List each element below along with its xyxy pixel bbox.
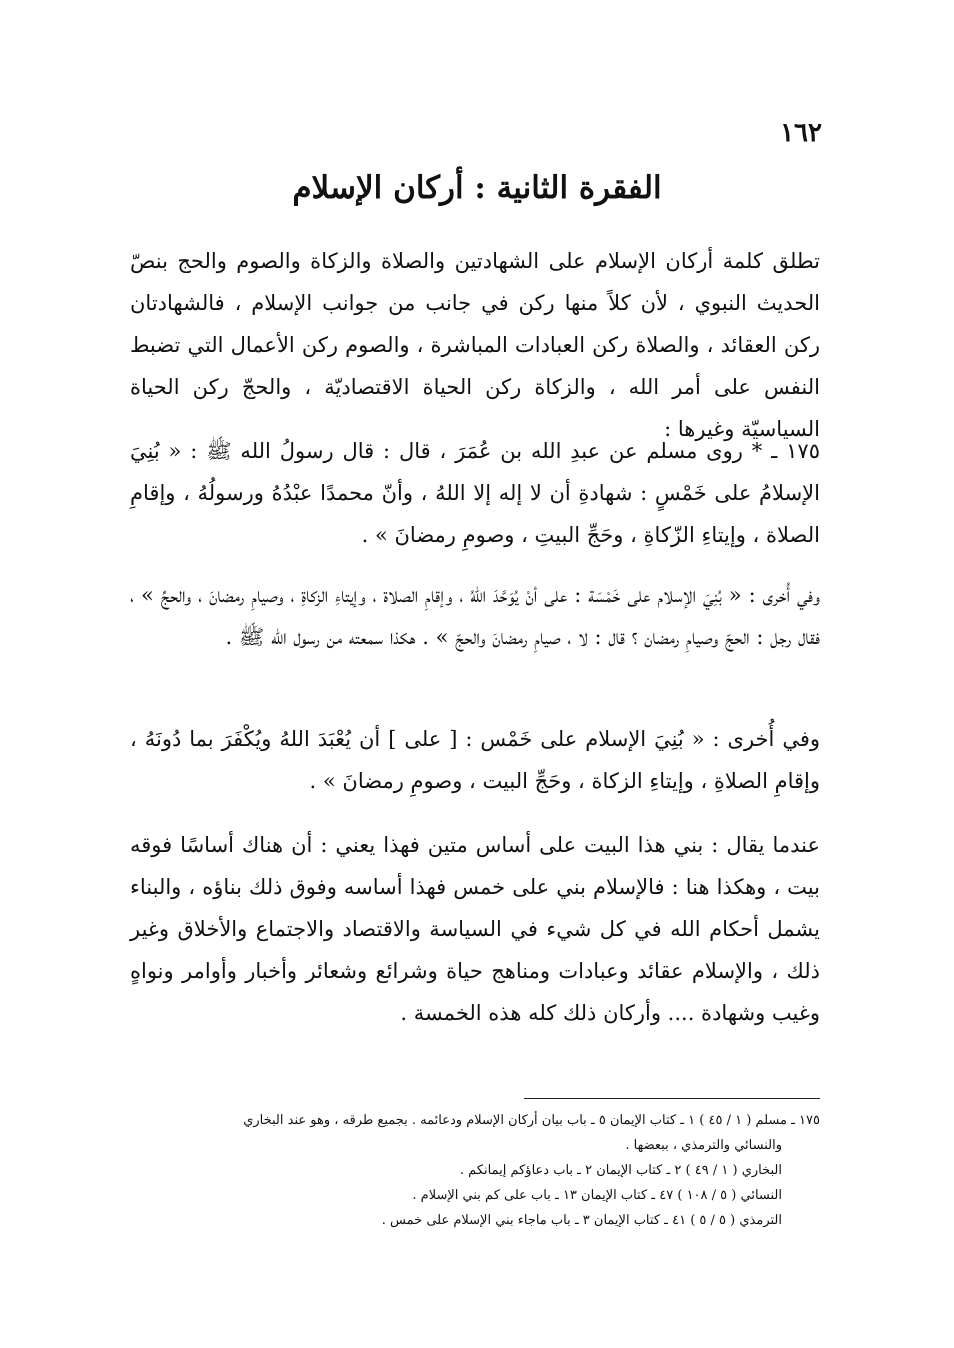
footnotes [130,1108,820,1233]
intro-paragraph: تطلق كلمة أركان الإسلام على الشهادتين والصلاة والزكاة والصوم والحج بنصّ الحديث النبوي ، لأن كلاً منها ركن في جانب من جوانب الإسلام ، فالشهادتان ركن العقائد ، والصلاة ركن العبادات المباشرة ، والصوم ركن الأعمال التي تضبط النفس على أمر الله ، والزكاة ركن الحياة الاقتصاديّة ، والحجّ ركن الحياة السياسيّة وغيرها : [130,249,820,441]
hadith-175-paragraph: ١٧٥ ـ * روى مسلم عن عبدِ الله بن عُمَرَ ، قال : قال رسولُ الله ﷺ : « بُنِيَ الإسلامُ على خَمْسٍ : شهادةِ أن لا إله إلا اللهُ ، وأنّ محمدًا عبْدُهُ ورسولُهُ ، وإقامِ الصلاة ، وإيتاءِ الزّكاةِ ، وحَجِّ البيتِ ، وصومِ رمضانَ » . [130,439,820,547]
footnote-divider [524,1098,820,1099]
footnote-line-5: الترمذي ( ٥ / ٥ ) ٤١ ـ كتاب الإيمان ٣ ـ باب ماجاء بني الإسلام على خمس . [381,1213,782,1228]
other-narration-2: وفي أُخرى : « بُنِيَ الإسلام على خَمْس : [ على ] أن يُعْبَدَ اللهُ ويُكْفَرَ بما دُونَهُ ، وإقامِ الصلاةِ ، وإيتاءِ الزكاة ، وحَجِّ البيت ، وصومِ رمضانَ » . [130,727,820,793]
conclusion-paragraph: عندما يقال : بني هذا البيت على أساس متين فهذا يعني : أن هناك أساسًا فوقه بيت ، وهكذا هنا : فالإسلام بني على خمس فهذا أساسه وفوق ذلك بناؤه ، والبناء يشمل أحكام الله في كل شيء في السياسة والاقتصاد والاجتماع والأخلاق وغير ذلك ، والإسلام عقائد وعبادات ومناهج حياة وشرائع وشعائر وأخبار وأوامر ونواهٍ وغيب وشهادة .... وأركان ذلك كله هذه الخمسة . [130,833,820,1025]
other-narration-1: وفي أُخرى : « بُنِيَ الإسلام على خَمْسَة : على أنْ يُوَحَّدَ اللهُ ، وإقامِ الصلاة ، وإيتاءِ الزكاةِ ، وصيامِ رمضانَ ، والحجِّ » ، فقال رجل : الحجّ وصيامِ رمضان ؟ قال : لا ، صيامِ رمضانَ والحجّ » . هكذا سمعته من رسول الله ﷺ . [130,583,820,649]
footnote-line-1: ١٧٥ ـ مسلم ( ١ / ٤٥ ) ١ ـ كتاب الإيمان ٥ ـ باب بيان أركان الإسلام ودعائمه . بجميع طرقه ، وهو عند البخاري [243,1113,820,1128]
footnote-line-2: والنسائي والترمذي ، ببعضها . [625,1138,782,1153]
section-heading: الفقرة الثانية : أركان الإسلام [292,170,662,206]
footnote-line-3: البخاري ( ١ / ٤٩ ) ٢ ـ كتاب الإيمان ٢ ـ باب دعاؤكم إيمانكم . [459,1163,782,1178]
page-number: ١٦٢ [780,118,822,148]
footnote-line-4: النسائي ( ٥ / ١٠٨ ) ٤٧ ـ كتاب الإيمان ١٣ ـ باب على كم بني الإسلام . [412,1188,782,1203]
